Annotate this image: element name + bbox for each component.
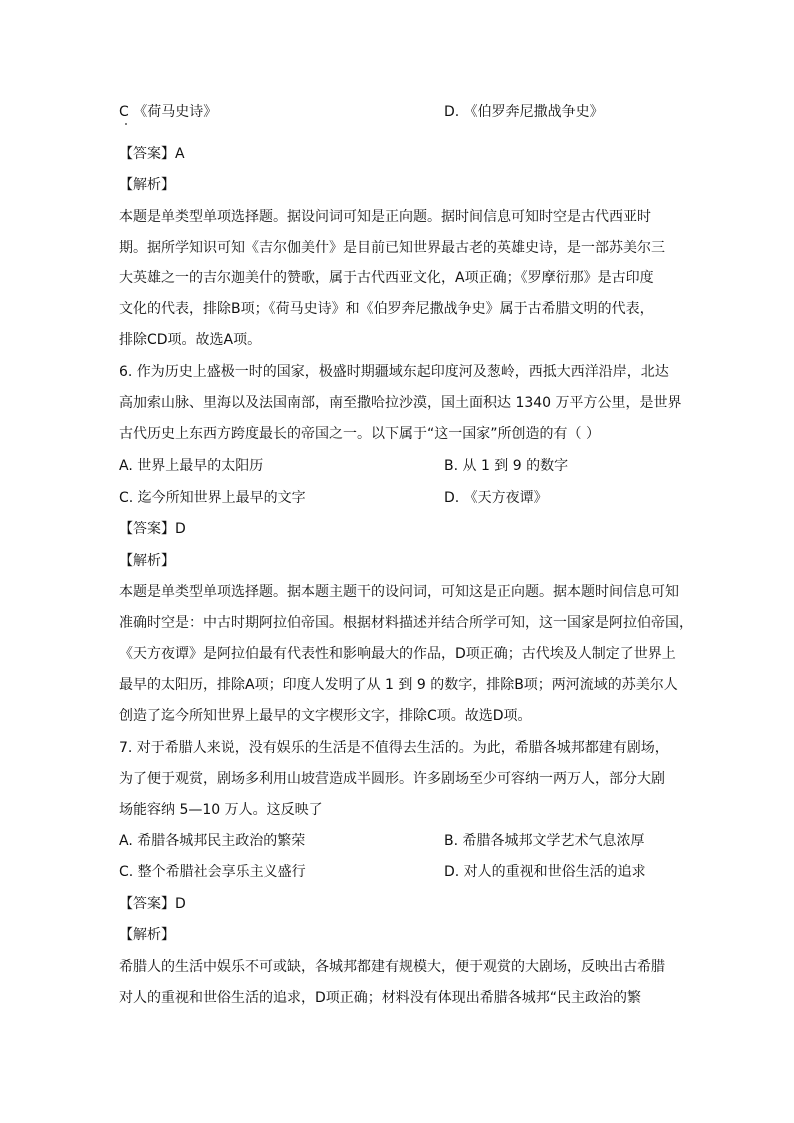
- q7-stem-line: 场能容纳 5—10 万人。这反映了: [119, 802, 323, 818]
- q7-option-a: A. 希腊各城邦民主政治的繁荣: [119, 833, 306, 849]
- q6-option-a: A. 世界上最早的太阳历: [119, 458, 264, 474]
- q6-answer: 【答案】D: [119, 521, 186, 537]
- q5-analysis-line: 本题是单类型单项选择题。据设问词可知是正向题。据时间信息可知时空是古代西亚时: [119, 209, 651, 225]
- q5-analysis-line: 大英雄之一的吉尔迦美什的赞歌，属于古代西亚文化，A项正确；《罗摩衍那》是古印度: [119, 270, 654, 286]
- q7-analysis-label: 【解析】: [119, 927, 175, 943]
- q7-analysis-line: 对人的重视和世俗生活的追求，D项正确；材料没有体现出希腊各城邦“民主政治的繁: [119, 990, 642, 1006]
- q5-option-d: D. 《伯罗奔尼撒战争史》: [444, 104, 604, 120]
- q6-analysis-line: 准确时空是：中古时期阿拉伯帝国。根据材料描述并结合所学可知，这一国家是阿拉伯帝国，: [119, 615, 693, 631]
- stray-dot: [125, 123, 127, 125]
- q6-option-d: D. 《天方夜谭》: [444, 490, 548, 506]
- q5-option-c: C 《荷马史诗》: [119, 104, 218, 120]
- q6-stem-line: 古代历史上东西方跨度最长的帝国之一。以下属于“这一国家”所创造的有（ ）: [119, 426, 600, 442]
- q7-answer: 【答案】D: [119, 896, 186, 912]
- q7-stem-line: 7. 对于希腊人来说，没有娱乐的生活是不值得去生活的。为此，希腊各城邦都建有剧场，: [119, 740, 669, 756]
- q6-stem-line: 高加索山脉、里海以及法国南部，南至撒哈拉沙漠，国土面积达 1340 万平方公里，是世界: [119, 395, 682, 411]
- q7-stem-line: 为了便于观赏，剧场多利用山坡营造成半圆形。许多剧场至少可容纳一两万人，部分大剧: [119, 771, 665, 787]
- q6-analysis-line: 《天方夜谭》是阿拉伯最有代表性和影响最大的作品，D项正确；古代埃及人制定了世界上: [119, 646, 676, 662]
- q6-analysis-line: 本题是单类型单项选择题。据本题主题干的设问词，可知这是正向题。据本题时间信息可知: [119, 584, 679, 600]
- q6-analysis-line: 创造了迄今所知世界上最早的文字楔形文字，排除C项。故选D项。: [119, 708, 532, 724]
- q5-analysis-line: 文化的代表，排除B项；《荷马史诗》和《伯罗奔尼撒战争史》属于古希腊文明的代表，: [119, 301, 654, 317]
- q5-analysis-label: 【解析】: [119, 177, 175, 193]
- q7-option-c: C. 整个希腊社会享乐主义盛行: [119, 864, 306, 880]
- q6-analysis-label: 【解析】: [119, 553, 175, 569]
- q6-option-c: C. 迄今所知世界上最早的文字: [119, 490, 306, 506]
- q6-stem-line: 6. 作为历史上盛极一时的国家，极盛时期疆域东起印度河及葱岭，西抵大西洋沿岸，北达: [119, 364, 669, 380]
- q7-analysis-line: 希腊人的生活中娱乐不可或缺，各城邦都建有规模大，便于观赏的大剧场，反映出古希腊: [119, 959, 665, 975]
- q5-analysis-line: 排除CD项。故选A项。: [119, 332, 262, 348]
- q6-analysis-line: 最早的太阳历，排除A项；印度人发明了从 1 到 9 的数字，排除B项；两河流域的苏美尔人: [119, 677, 678, 693]
- q6-option-b: B. 从 1 到 9 的数字: [444, 458, 569, 474]
- q7-option-b: B. 希腊各城邦文学艺术气息浓厚: [444, 833, 645, 849]
- q5-analysis-line: 期。据所学知识可知《吉尔伽美什》是目前已知世界最古老的英雄史诗，是一部苏美尔三: [119, 240, 665, 256]
- q7-option-d: D. 对人的重视和世俗生活的追求: [444, 864, 646, 880]
- q5-answer: 【答案】A: [119, 146, 185, 162]
